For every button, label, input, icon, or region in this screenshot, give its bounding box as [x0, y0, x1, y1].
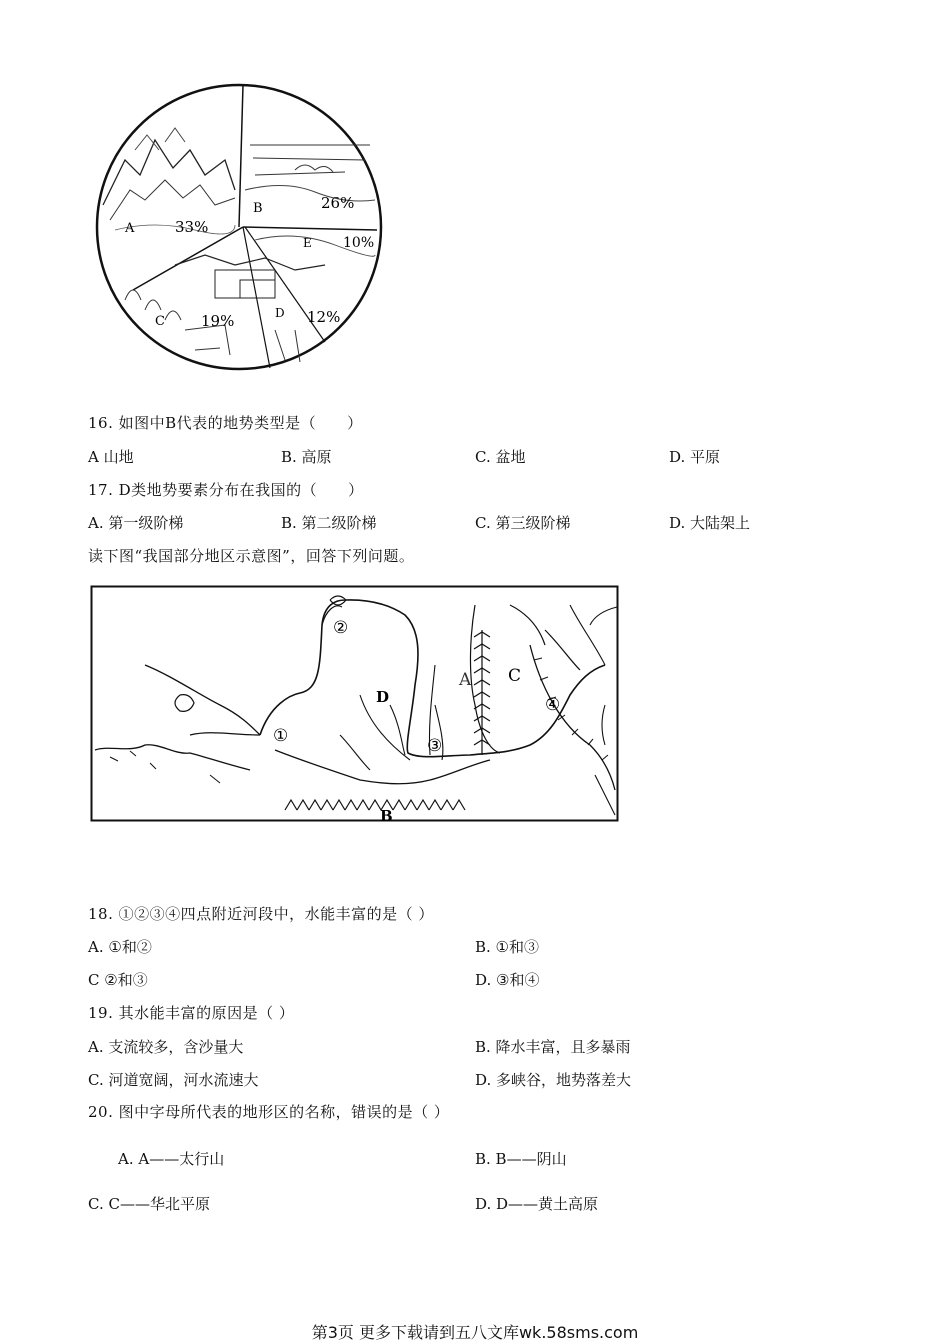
pie-percent-a: 33%	[175, 218, 209, 236]
q19-option-b: B. 降水丰富，且多暴雨	[475, 1038, 631, 1056]
pie-letter-b: B	[253, 201, 263, 216]
map-intro-text: 读下图“我国部分地区示意图”，回答下列问题。	[88, 547, 415, 565]
map-letter-a: A	[459, 670, 472, 690]
pie-letter-a: A	[125, 221, 135, 236]
q20-option-b: B. B——阴山	[475, 1150, 567, 1168]
pie-percent-c: 19%	[201, 312, 235, 330]
map-marker-4: ④	[545, 695, 561, 715]
region-map-figure	[90, 585, 620, 825]
q19-option-c: C. 河道宽阔，河水流速大	[88, 1071, 259, 1089]
page-footer: 第3页 更多下载请到五八文库wk.58sms.com	[311, 1323, 639, 1342]
pie-letter-c: C	[155, 314, 165, 329]
q19-option-a: A. 支流较多，含沙量大	[88, 1038, 244, 1056]
question-17-stem: 17. D类地势要素分布在我国的（ ）	[88, 481, 364, 499]
q16-option-c: C. 盆地	[475, 448, 526, 466]
map-marker-3: ③	[427, 736, 443, 756]
question-20-stem: 20. 图中字母所代表的地形区的名称，错误的是（ ）	[88, 1103, 450, 1121]
map-letter-d: D	[376, 688, 390, 706]
map-letter-b: B	[380, 807, 393, 825]
q18-option-c: C ②和③	[88, 971, 148, 989]
q17-option-d: D. 大陆架上	[669, 514, 751, 532]
pie-percent-b: 26%	[321, 194, 355, 212]
q20-option-d: D. D——黄土高原	[475, 1195, 599, 1213]
q17-option-a: A. 第一级阶梯	[88, 514, 184, 532]
q20-option-a: A. A——太行山	[118, 1150, 225, 1168]
map-letter-c: C	[508, 666, 522, 686]
q20-option-c: C. C——华北平原	[88, 1195, 210, 1213]
q16-option-d: D. 平原	[669, 448, 721, 466]
map-marker-2: ②	[333, 618, 349, 638]
q17-option-c: C. 第三级阶梯	[475, 514, 571, 532]
pie-letter-e: E	[303, 236, 312, 250]
q16-option-a: A 山地	[88, 448, 134, 466]
question-18-stem: 18. ①②③④四点附近河段中，水能丰富的是（ ）	[88, 905, 434, 923]
pie-percent-e: 10%	[343, 235, 375, 251]
q17-option-b: B. 第二级阶梯	[281, 514, 377, 532]
q18-option-d: D. ③和④	[475, 971, 540, 989]
pie-percent-d: 12%	[307, 308, 341, 326]
map-marker-1: ①	[273, 726, 289, 746]
terrain-pie-figure	[95, 80, 395, 380]
question-16-stem: 16. 如图中B代表的地势类型是（ ）	[88, 414, 363, 432]
question-19-stem: 19. 其水能丰富的原因是（ ）	[88, 1004, 295, 1022]
q19-option-d: D. 多峡谷，地势落差大	[475, 1071, 632, 1089]
q18-option-b: B. ①和③	[475, 938, 540, 956]
pie-letter-d: D	[275, 306, 285, 320]
q18-option-a: A. ①和②	[88, 938, 152, 956]
q16-option-b: B. 高原	[281, 448, 332, 466]
